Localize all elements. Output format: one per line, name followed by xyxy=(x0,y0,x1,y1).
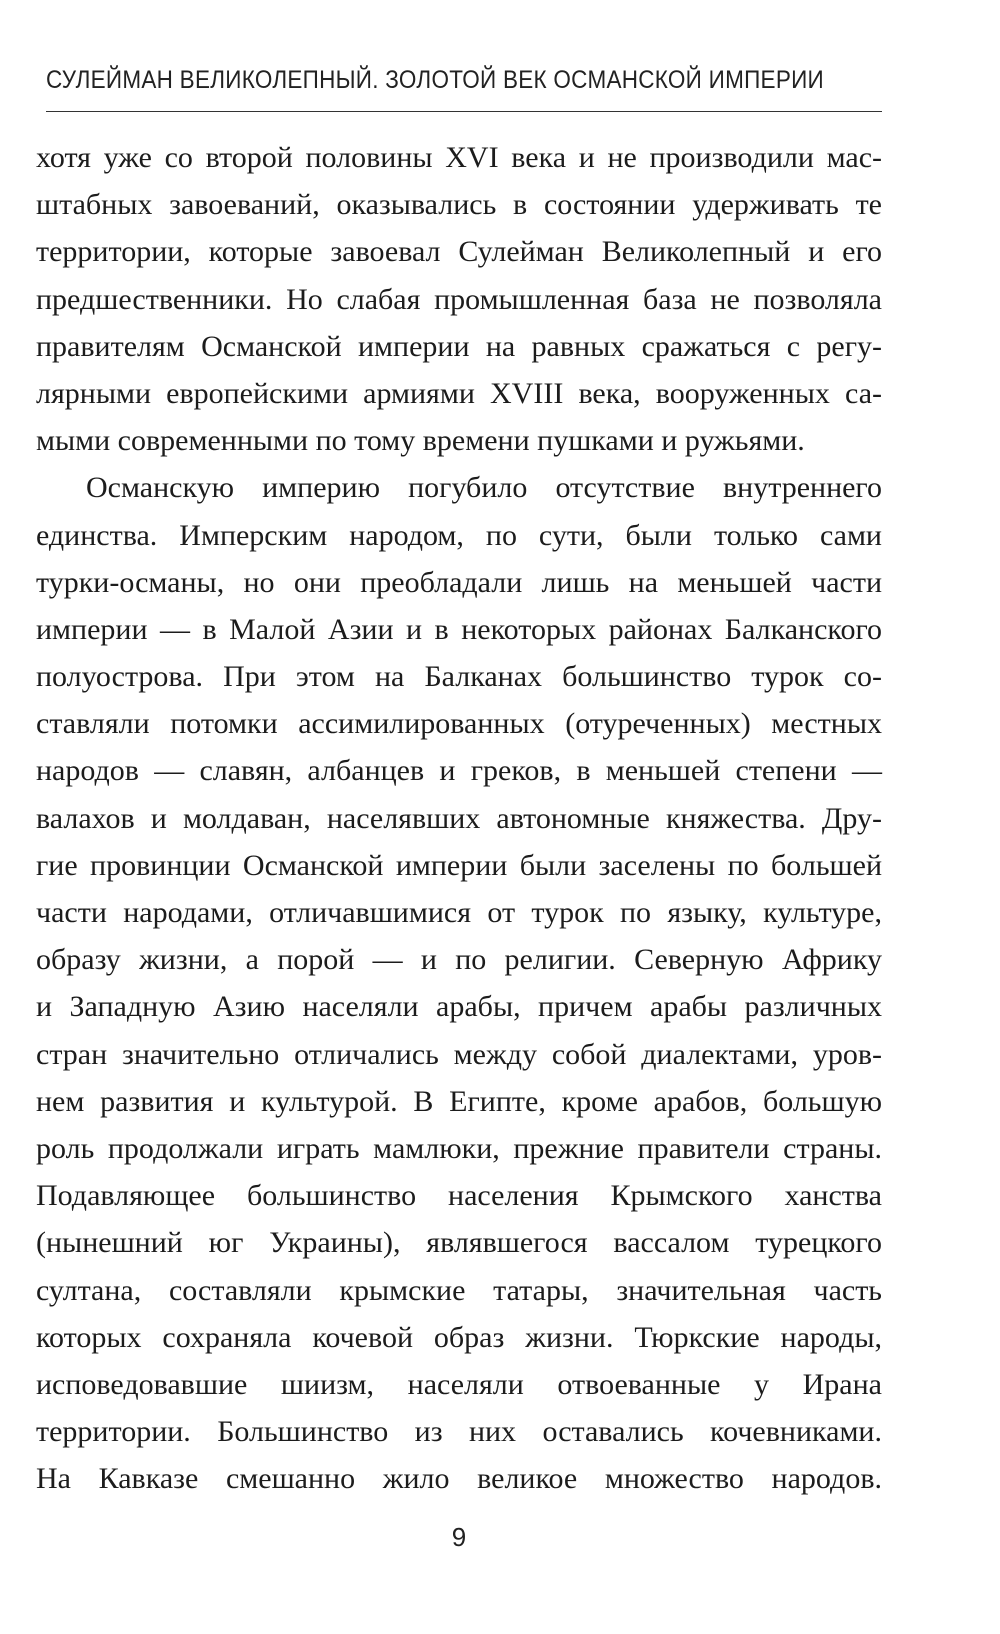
text-line: правителям Османской империи на равных сражаться с регу- xyxy=(36,329,882,363)
running-title: СУЛЕЙМАН ВЕЛИКОЛЕПНЫЙ. ЗОЛОТОЙ ВЕК ОСМАНСКОЙ ИМПЕРИИ xyxy=(46,66,824,94)
text-line: султана, составляли крымские татары, значительная часть xyxy=(36,1273,882,1307)
body-text xyxy=(36,134,882,1502)
text-line: турки-османы, но они преобладали лишь на меньшей части xyxy=(36,565,882,599)
text-line: (нынешний юг Украины), являвшегося вассалом турецкого xyxy=(36,1226,882,1260)
text-line: территории, которые завоевал Сулейман Великолепный и его xyxy=(36,235,882,269)
text-line: лярными европейскими армиями XVIII века, вооруженных са- xyxy=(36,376,882,410)
text-line: образу жизни, а порой — и по религии. Северную Африку xyxy=(36,943,882,977)
text-line: полуострова. При этом на Балканах большинство турок со- xyxy=(36,660,882,694)
text-line: империи — в Малой Азии и в некоторых районах Балканского xyxy=(36,612,882,646)
text-line: части народами, отличавшимися от турок по языку, культуре, xyxy=(36,896,882,929)
header-rule xyxy=(46,111,882,112)
text-line: и Западную Азию населяли арабы, причем арабы различных xyxy=(36,990,882,1024)
text-line: мыми современными по тому времени пушками и ружьями. xyxy=(36,424,805,458)
text-line: исповедовавшие шиизм, населяли отвоеванные у Ирана xyxy=(36,1367,882,1401)
text-line: валахов и молдаван, населявших автономные княжества. Дру- xyxy=(36,801,882,835)
text-line: роль продолжали играть мамлюки, прежние правители страны. xyxy=(36,1131,882,1165)
text-line: территории. Большинство из них оставались кочевниками. xyxy=(36,1415,882,1449)
text-line: которых сохраняла кочевой образ жизни. Тюркские народы, xyxy=(36,1320,882,1354)
text-line: нем развития и культурой. В Египте, кроме арабов, большую xyxy=(36,1084,882,1118)
text-line: Османскую империю погубило отсутствие внутреннего xyxy=(86,471,882,505)
text-line: Подавляющее большинство населения Крымского ханства xyxy=(36,1179,882,1213)
text-line: народов — славян, албанцев и греков, в меньшей степени — xyxy=(36,754,882,788)
text-line: хотя уже со второй половины XVI века и не производили мас- xyxy=(36,141,882,174)
text-line: гие провинции Османской империи были заселены по большей xyxy=(36,848,882,882)
text-line: предшественники. Но слабая промышленная база не позволяла xyxy=(36,282,882,316)
text-line: На Кавказе смешанно жило великое множество народов. xyxy=(36,1462,882,1496)
text-line: ставляли потомки ассимилированных (отуреченных) местных xyxy=(36,707,882,741)
text-line: единства. Имперским народом, по сути, были только сами xyxy=(36,518,882,552)
text-line: штабных завоеваний, оказывались в состоянии удерживать те xyxy=(36,188,882,222)
page-number: 9 xyxy=(451,1522,467,1552)
text-line: стран значительно отличались между собой диалектами, уров- xyxy=(36,1037,882,1071)
